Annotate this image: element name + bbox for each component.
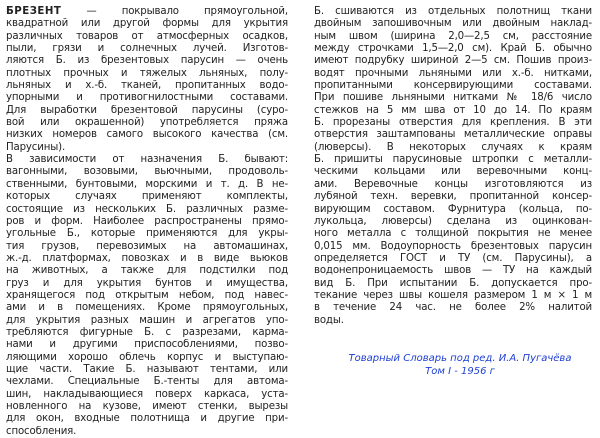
text-line: хранящегося под открытым небом, под навес- — [6, 289, 288, 301]
text-line: ами. Веревочные концы изготовляются из — [314, 178, 592, 190]
text-line: груз и для укрытия бунтов и имущества, — [6, 277, 288, 289]
text-line: нами и другими приспособлениями, позво- — [6, 339, 288, 351]
text-line: двойным запошивочным или двойным наклад- — [314, 18, 592, 30]
text-line: шин, накладывающиеся поверх каркаса, уста- — [6, 388, 288, 400]
credit-volume: Том I - 1956 г — [425, 366, 495, 377]
text-line: лукольца, люверсы) сделана из оцинкован- — [314, 215, 592, 227]
text-line: лубяной техн. веревки, пропитанной консер- — [314, 191, 592, 203]
credit-title: Товарный Словарь под ред. И.А. Пугачёва — [348, 353, 572, 364]
text-line: в течение 24 час. не более 2% налитой — [314, 302, 592, 314]
text-line: ами и в помещениях. Кроме прямоугольных, — [6, 302, 288, 314]
text-line: вид Б. При испытании Б. допускается про- — [314, 277, 592, 289]
text-line: состоящие из нескольких Б. различных разме- — [6, 203, 288, 215]
text-line: отверстия заштампованы металлические оправы — [314, 129, 592, 141]
text-line: водонепроницаемость швов — ТУ на каждый — [314, 265, 592, 277]
text-line: ров и форм. Наиболее распространены прямо- — [6, 215, 288, 227]
text-line: — покрывало прямоугольной, — [61, 6, 288, 17]
text-line: требляются фигурные Б. с разрезами, карма- — [6, 326, 288, 338]
text-line: льняных и х.-б. тканей, пропитанных водо- — [6, 80, 288, 92]
text-line: ного металла с толщиной покрытия не менее — [314, 228, 592, 240]
text-line: которых случаях применяют комплекты, — [6, 191, 288, 203]
text-line: ж.-д. платформах, повозках и в виде вьюков — [6, 252, 288, 264]
text-line: Б. пришиты парусиновые штропки с металли- — [314, 154, 592, 166]
text-line: Б. сшиваются из отдельных полотнищ ткани — [314, 6, 592, 17]
article-left-column — [6, 6, 288, 438]
text-line: чехлами. Специальные Б.-тенты для автома- — [6, 376, 288, 388]
text-line: между строчками 1,5—2,0 см). Край Б. обычно — [314, 43, 592, 55]
text-line: квадратной или другой формы для укрытия — [6, 18, 288, 30]
text-line: щие части. Такие Б. называют тентами, или — [6, 363, 288, 375]
text-line: различных товаров от атмосферных осадков, — [6, 30, 288, 42]
text-line: В зависимости от назначения Б. бывают: — [6, 154, 288, 166]
column-gutter — [298, 0, 299, 438]
text-line: определяется ГОСТ и ТУ (см. Парусины), а — [314, 252, 592, 264]
text-line: для окон, входные полотнища и другие при- — [6, 413, 288, 425]
text-line: новленного на кузове, имеют стенки, вырезы — [6, 401, 288, 412]
text-line: тия грузов, перевозимых на автомашинах, — [6, 240, 288, 252]
text-line: Б. прорезаны отверстия для крепления. В эти — [314, 117, 592, 129]
article-first-line — [6, 6, 288, 18]
text-line: способления. — [6, 425, 77, 437]
text-line: упорными и противогнилостными составами. — [6, 92, 288, 104]
text-line: текание через швы кошеля размером 1 м × 1 м — [314, 289, 592, 301]
text-line: вирующим составом. Фурнитура (кольца, по- — [314, 203, 592, 215]
article-right-column — [314, 6, 592, 327]
text-line: (люверсы). В некоторых случаях к краям — [314, 141, 592, 153]
text-line: угольные Б., которые применяются для укры- — [6, 228, 288, 240]
text-line: ляются Б. из брезентовых парусин — очень — [6, 55, 288, 67]
text-line: При пошиве льняными нитками № 18/6 число — [314, 92, 592, 104]
text-line: вагонными, возовыми, вьючными, продоволь- — [6, 166, 288, 178]
headword: БРЕЗЕНТ — [6, 6, 62, 17]
text-line: стежков на 5 мм шва от 10 до 14. По краям — [314, 104, 592, 116]
text-line: ляющими хорошо облечь корпус и выступаю- — [6, 351, 288, 363]
text-line: пропитанными консервирующими составами. — [314, 80, 592, 92]
text-line: пыли, грязи и солнечных лучей. Изготов- — [6, 43, 288, 55]
text-line: ственными, бунтовыми, морскими и т. д. В не- — [6, 178, 288, 190]
text-line: 0,015 мм. Водоупорность брезентовых парусин — [314, 240, 592, 252]
text-line: воды. — [314, 314, 344, 326]
text-line: на животных, а также для подстилки под — [6, 265, 288, 277]
text-line: ным швом (ширина 2,0—2,5 см, расстояние — [314, 30, 592, 42]
text-line: плотных прочных и тяжелых льняных, полу- — [6, 67, 288, 79]
text-line: имеют подрубку шириной 2—5 см. Пошив произ- — [314, 55, 592, 67]
text-line: Для выработки брезентовой парусины (суро- — [6, 104, 288, 116]
text-line: низких номеров самого высокого качества (см. — [6, 129, 288, 141]
text-line: вой или окрашенной) употребляется пряжа — [6, 117, 288, 129]
text-line: водят прочными льняными или х.-б. нитками, — [314, 67, 592, 79]
text-line: Парусины). — [6, 141, 66, 153]
text-line: ческими кольцами или веревочными конц- — [314, 166, 592, 178]
source-credit — [330, 352, 590, 378]
text-line: для укрытия разных машин и агрегатов упо- — [6, 314, 288, 326]
